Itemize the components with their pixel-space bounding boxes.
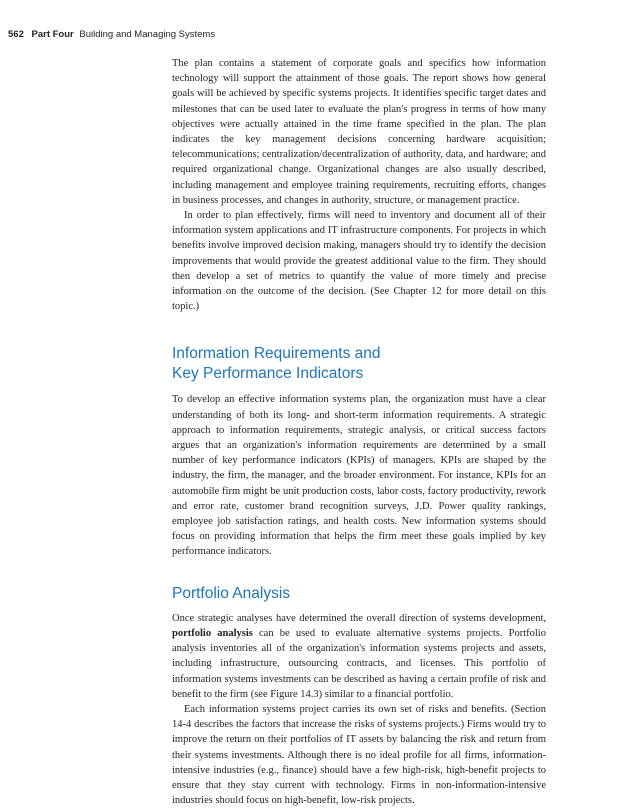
paragraph-text-before-term: Once strategic analyses have determined the overall direction of systems development, — [172, 612, 546, 624]
intro-paragraph-2: In order to plan effectively, firms will need to inventory and document all of their information system applications and IT infrastructure components. For projects in which benefits involve improved decision making, managers should try to identify the decision improvements that would provide the greatest additional value to the firm. They should then develop a set of metrics to quantify the value of more timely and precise information on the outcome of the decision. (See Chapter 12 for more detail on this topic.) — [172, 210, 546, 313]
section-heading-information-requirements — [172, 344, 546, 384]
section-heading-line-2: Key Performance Indicators — [172, 365, 364, 383]
section-heading-line-1: Information Requirements and — [172, 345, 381, 363]
running-head — [8, 29, 215, 41]
section-heading-portfolio-analysis: Portfolio Analysis — [172, 584, 291, 602]
information-requirements-paragraph: To develop an effective information systems plan, the organization must have a clear understanding of both its long- and short-term information requirements. A strategic approach to information requirements, strategic analysis, or critical success factors argues that an organization's information requirements are determined by a small number of key performance indicators (KPIs) of managers. KPIs are shaped by the industry, the firm, the manager, and the broader environment. For instance, KPIs for an automobile firm might be unit production costs, labor costs, factory productivity, rework and error rate, customer brand recognition surveys, J.D. Power quality rankings, employee job satisfaction ratings, and health costs. New information systems should focus on providing information that helps the firm meet these goals implied by key performance indicators. — [172, 394, 546, 558]
portfolio-analysis-paragraph-2: Each information systems project carries its own set of risks and benefits. (Section 14-4 describes the factors that increase the risks of systems projects.) Firms would try to improve the return on their portfolios of IT assets by balancing the risk and return from their systems investments. Although there is no ideal profile for all firms, information-intensive industries (e.g., finance) should have a few high-risk, high-benefit projects to ensure that they stay current with technology. Firms in non-information-intensive industries should focus on high-benefit, low-risk projects. — [172, 703, 546, 807]
key-term-portfolio-analysis: portfolio analysis — [172, 627, 253, 639]
paragraph-text-after-term: can be used to evaluate alternative systems projects. Portfolio analysis inventories all of the organization's information systems projects and assets, including infrastructure, outsourcing contracts, and licenses. This portfolio of information systems investments can be described as having a certain profile of risk and benefit to the firm (see Figure 14.3) similar to a financial portfolio. — [172, 627, 546, 700]
portfolio-analysis-paragraph-1 — [172, 611, 546, 702]
body-text-column — [172, 56, 546, 808]
part-label: Part Four — [31, 29, 74, 40]
intro-paragraph-1: The plan contains a statement of corporate goals and specifics how information technology will support the attainment of those goals. The report shows how general goals will be achieved by specific systems projects. It identifies specific target dates and milestones that can be used later to evaluate the plan's progress in terms of how many objectives were actually attained in the time frame specified in the plan. The plan indicates the key management decisions concerning hardware acquisition; telecommunications; centralization/decentralization of authority, data, and hardware; and required organizational change. Organizational changes are also usually described, including management and employee training requirements, recruiting efforts, changes in business processes, and changes in authority, structure, or management practice. — [172, 58, 546, 206]
page-number: 562 — [8, 29, 24, 40]
running-head-title: Building and Managing Systems — [79, 29, 216, 40]
